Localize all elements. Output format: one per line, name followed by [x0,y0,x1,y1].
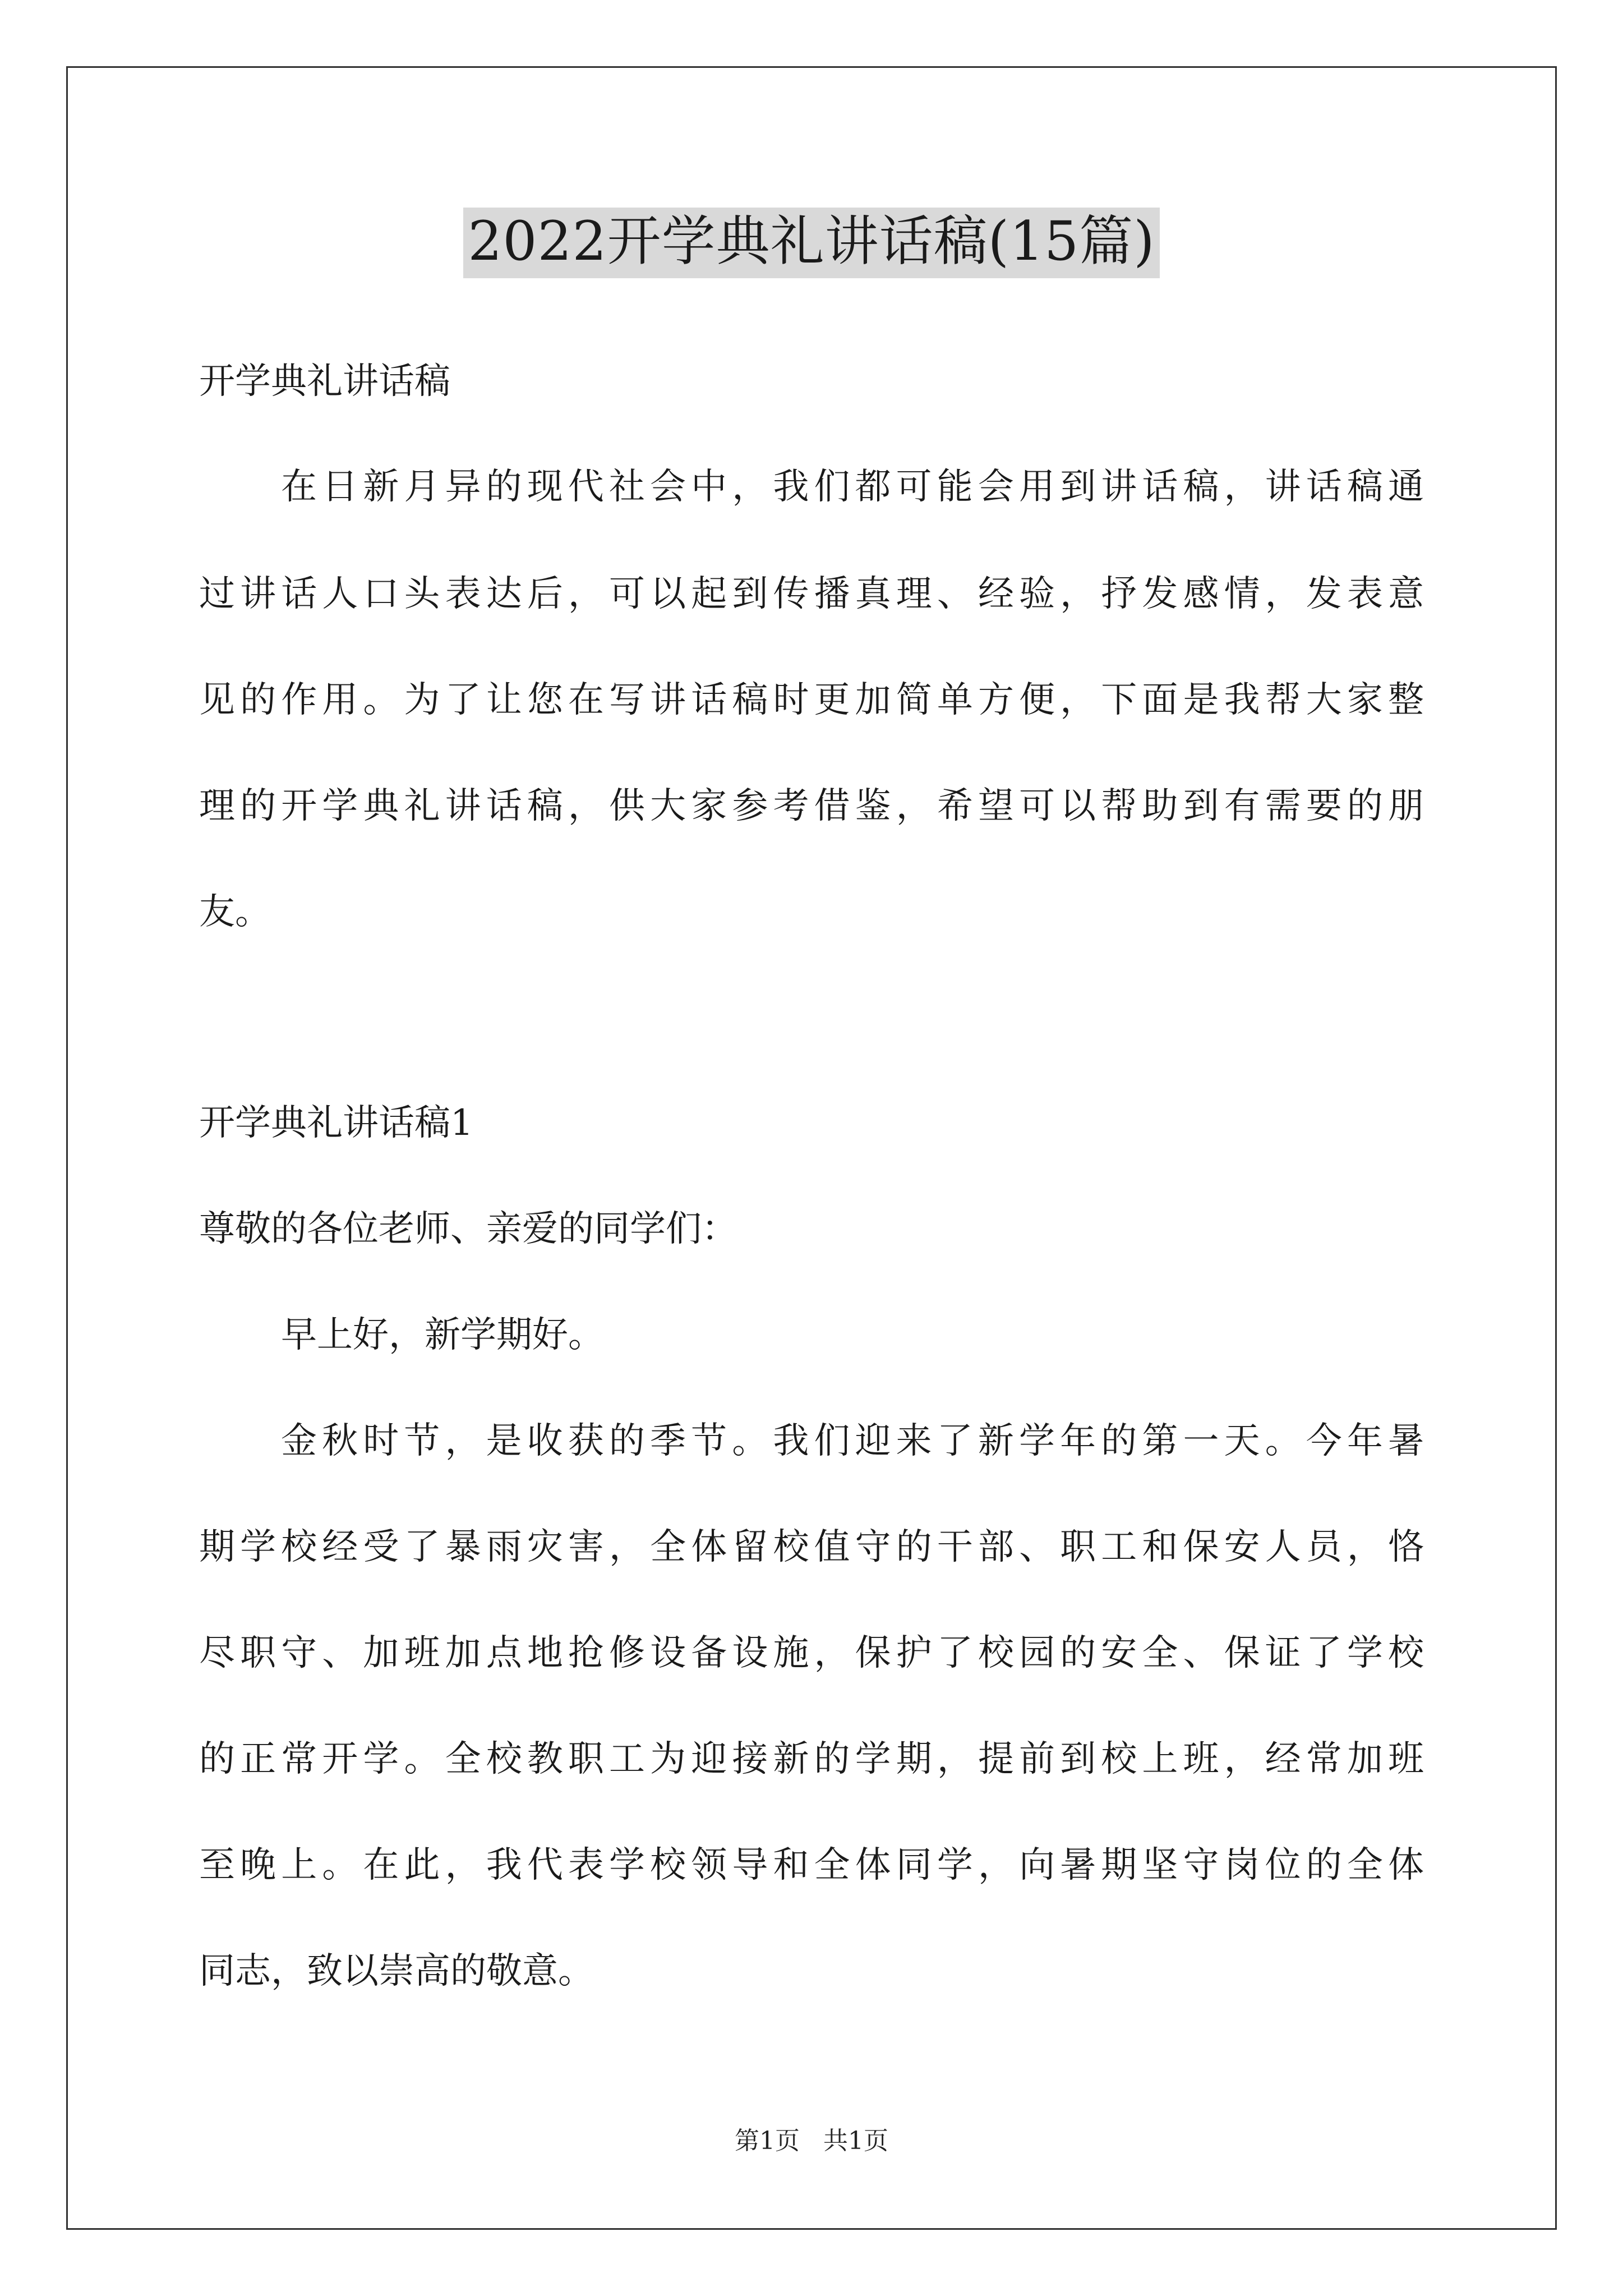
paragraph-line: 至晚上。在此，我代表学校领导和全体同学，向暑期坚守岗位的全体 [199,1844,1424,1886]
paragraph-line: 尽职守、加班加点地抢修设备设施，保护了校园的安全、保证了学校 [199,1632,1424,1674]
paragraph-line: 过讲话人口头表达后，可以起到传播真理、经验，抒发感情，发表意 [199,573,1424,615]
section-heading: 开学典礼讲话稿1 [199,1102,473,1144]
greeting: 早上好，新学期好。 [281,1314,604,1356]
paragraph-line: 在日新月异的现代社会中，我们都可能会用到讲话稿，讲话稿通 [281,466,1424,508]
document-title: 2022开学典礼讲话稿(15篇) [463,208,1159,278]
section-heading: 开学典礼讲话稿 [199,361,450,402]
paragraph-line: 同志，致以崇高的敬意。 [199,1950,594,1992]
salutation: 尊敬的各位老师、亲爱的同学们： [199,1208,737,1250]
document-title-wrap [0,208,1623,278]
paragraph-line: 金秋时节，是收获的季节。我们迎来了新学年的第一天。今年暑 [281,1420,1424,1462]
paragraph-line: 友。 [199,891,271,933]
paragraph-line: 见的作用。为了让您在写讲话稿时更加简单方便，下面是我帮大家整 [199,679,1424,721]
paragraph-line: 的正常开学。全校教职工为迎接新的学期，提前到校上班，经常加班 [199,1738,1424,1780]
page-footer: 第1页 共1页 [735,2127,888,2155]
paragraph-line: 理的开学典礼讲话稿，供大家参考借鉴，希望可以帮助到有需要的朋 [199,785,1424,827]
paragraph-line: 期学校经受了暴雨灾害，全体留校值守的干部、职工和保安人员，恪 [199,1526,1424,1568]
